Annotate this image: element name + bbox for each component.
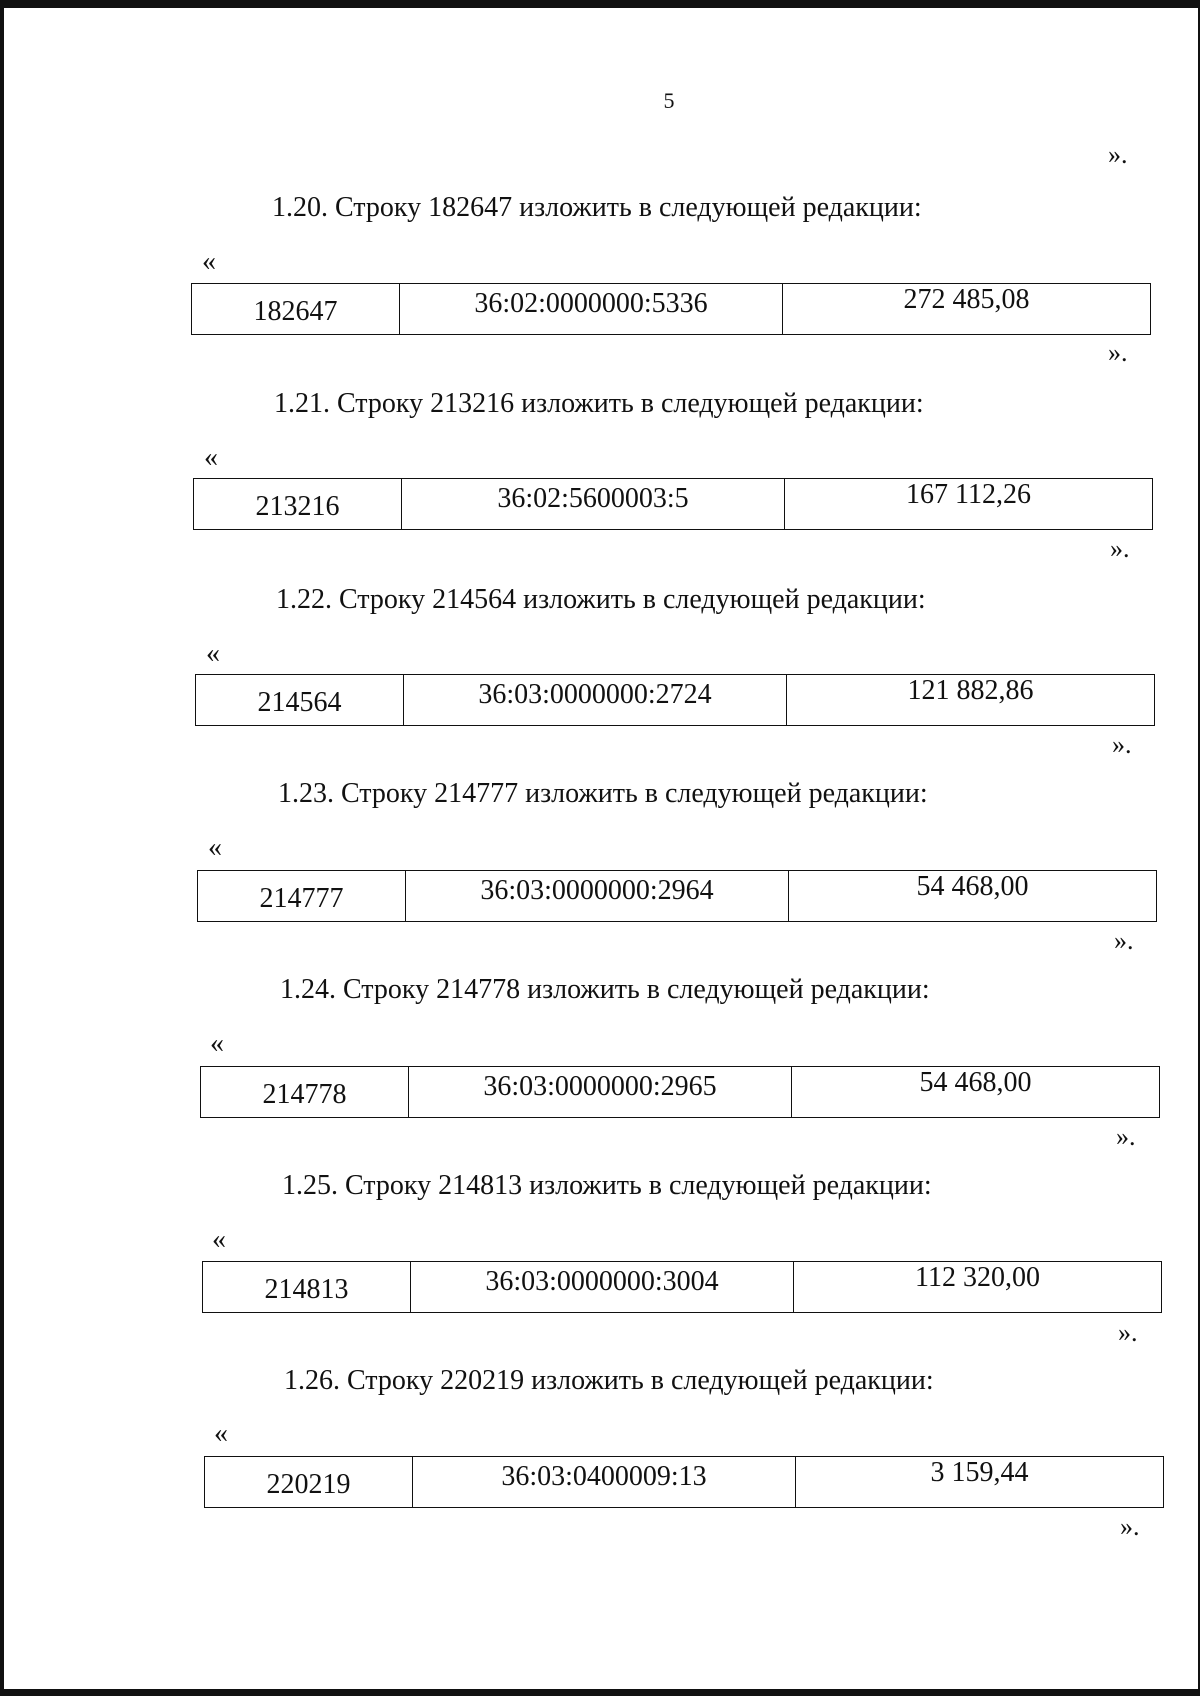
close-quote: ». (1118, 1318, 1138, 1347)
record-table (193, 478, 1153, 530)
section-heading: 1.21. Строку 213216 изложить в следующей редакции: (274, 388, 924, 419)
record-table (204, 1456, 1164, 1508)
section-heading: 1.26. Строку 220219 изложить в следующей редакции: (284, 1365, 934, 1396)
value-cell: 3 159,44 (930, 1457, 1029, 1488)
value-cell: 112 320,00 (915, 1262, 1040, 1293)
cadastral-number-cell: 36:02:5600003:5 (402, 479, 785, 529)
section-heading: 1.25. Строку 214813 изложить в следующей редакции: (282, 1170, 932, 1201)
close-quote: ». (1110, 534, 1130, 563)
close-quote: ». (1114, 926, 1134, 955)
close-quote: ». (1116, 1122, 1136, 1151)
cadastral-number-cell: 36:03:0400009:13 (413, 1457, 796, 1507)
record-number-cell: 214778 (201, 1067, 409, 1117)
record-number-cell: 214813 (203, 1262, 411, 1312)
record-table (195, 674, 1155, 726)
record-number-cell: 220219 (205, 1457, 413, 1507)
value-cell: 121 882,86 (907, 675, 1034, 706)
section-heading: 1.24. Строку 214778 изложить в следующей редакции: (280, 974, 930, 1005)
value-cell: 54 468,00 (916, 871, 1029, 902)
record-number-cell: 214564 (196, 675, 404, 725)
close-quote: ». (1120, 1512, 1140, 1541)
value-cell: 167 112,26 (906, 479, 1031, 510)
record-table (200, 1066, 1160, 1118)
cadastral-number-cell: 36:03:0000000:2724 (404, 675, 787, 725)
cadastral-number-cell: 36:02:0000000:5336 (400, 284, 783, 334)
open-quote: « (212, 1224, 226, 1255)
record-number-cell: 214777 (198, 871, 406, 921)
section-heading: 1.23. Строку 214777 изложить в следующей редакции: (278, 778, 928, 809)
record-number-cell: 213216 (194, 479, 402, 529)
close-quote: ». (1112, 730, 1132, 759)
open-quote: « (210, 1028, 224, 1059)
cadastral-number-cell: 36:03:0000000:2965 (409, 1067, 792, 1117)
page-number: 5 (663, 88, 675, 113)
open-quote: « (204, 442, 218, 473)
open-quote: « (206, 638, 220, 669)
value-cell: 272 485,08 (903, 284, 1030, 315)
record-table (191, 283, 1151, 335)
section-heading: 1.22. Строку 214564 изложить в следующей редакции: (276, 584, 926, 615)
record-table (202, 1261, 1162, 1313)
open-quote: « (208, 832, 222, 863)
open-quote: « (202, 246, 216, 277)
record-table (197, 870, 1157, 922)
close-quote: ». (1108, 338, 1128, 367)
value-cell: 54 468,00 (919, 1067, 1032, 1098)
top-close-quote: ». (1108, 140, 1128, 169)
open-quote: « (214, 1418, 228, 1449)
record-number-cell: 182647 (192, 284, 400, 334)
section-heading: 1.20. Строку 182647 изложить в следующей редакции: (272, 192, 922, 223)
cadastral-number-cell: 36:03:0000000:2964 (406, 871, 789, 921)
cadastral-number-cell: 36:03:0000000:3004 (411, 1262, 794, 1312)
